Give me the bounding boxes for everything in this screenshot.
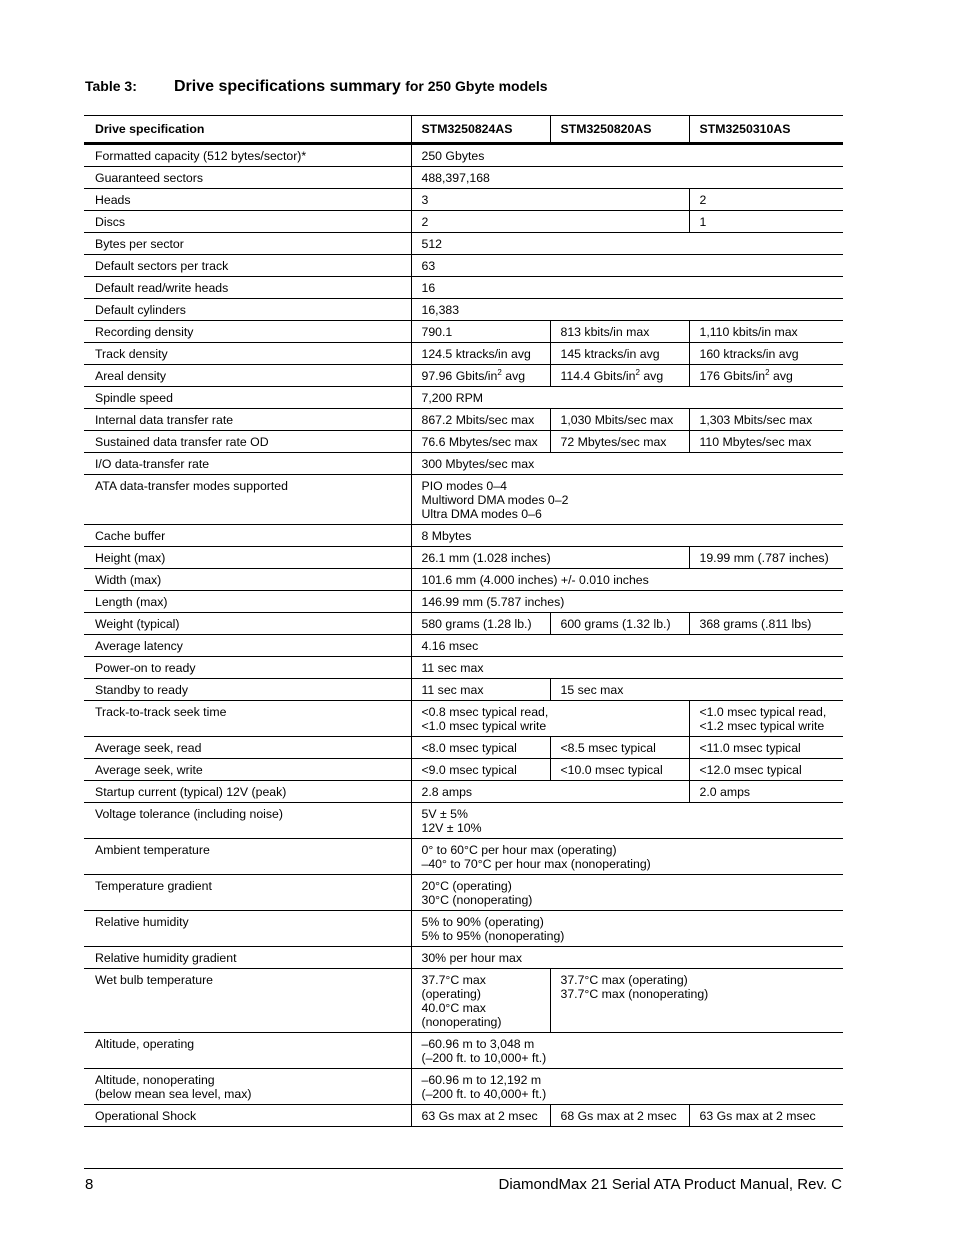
document-title: DiamondMax 21 Serial ATA Product Manual, Rev. C	[498, 1176, 842, 1193]
spec-label: Weight (typical)	[84, 613, 411, 635]
spec-label: Sustained data transfer rate OD	[84, 431, 411, 453]
spec-label: Voltage tolerance (including noise)	[84, 803, 411, 839]
spec-label: ATA data-transfer modes supported	[84, 475, 411, 525]
spec-label: Relative humidity	[84, 911, 411, 947]
spec-value: <10.0 msec typical	[550, 759, 689, 781]
table-row	[84, 365, 843, 387]
spec-value: 250 Gbytes	[411, 144, 843, 167]
superscript: 2	[635, 367, 640, 377]
table-row	[84, 431, 843, 453]
spec-label: Length (max)	[84, 591, 411, 613]
table-row	[84, 569, 843, 591]
spec-value: 160 ktracks/in avg	[689, 343, 843, 365]
spec-value: 488,397,168	[411, 167, 843, 189]
spec-value: 2	[411, 211, 689, 233]
table-row	[84, 591, 843, 613]
spec-value: 19.99 mm (.787 inches)	[689, 547, 843, 569]
spec-value: <8.0 msec typical	[411, 737, 550, 759]
table-row	[84, 875, 843, 911]
spec-value: 5V ± 5% 12V ± 10%	[411, 803, 843, 839]
spec-value: <9.0 msec typical	[411, 759, 550, 781]
spec-value: –60.96 m to 3,048 m (–200 ft. to 10,000+ ft.)	[411, 1033, 843, 1069]
spec-label: Ambient temperature	[84, 839, 411, 875]
table-row	[84, 299, 843, 321]
table-row	[84, 1105, 843, 1127]
spec-value: 63 Gs max at 2 msec	[689, 1105, 843, 1127]
table-row	[84, 969, 843, 1033]
spec-value: <1.0 msec typical read, <1.2 msec typical write	[689, 701, 843, 737]
superscript: 2	[497, 367, 502, 377]
spec-value: 16,383	[411, 299, 843, 321]
spec-value	[689, 365, 843, 387]
spec-label: Height (max)	[84, 547, 411, 569]
spec-value-unit: avg	[501, 368, 526, 383]
footer-rule	[84, 1168, 843, 1169]
spec-value: 7,200 RPM	[411, 387, 843, 409]
spec-value: 68 Gs max at 2 msec	[550, 1105, 689, 1127]
spec-label: I/O data-transfer rate	[84, 453, 411, 475]
spec-value: 300 Mbytes/sec max	[411, 453, 843, 475]
table-row	[84, 321, 843, 343]
spec-value: 16	[411, 277, 843, 299]
spec-label: Guaranteed sectors	[84, 167, 411, 189]
spec-label: Average latency	[84, 635, 411, 657]
spec-value: 3	[411, 189, 689, 211]
table-row	[84, 277, 843, 299]
spec-label: Average seek, read	[84, 737, 411, 759]
table-row	[84, 167, 843, 189]
table-title-suffix: for 250 Gbyte models	[405, 78, 548, 94]
spec-value: 26.1 mm (1.028 inches)	[411, 547, 689, 569]
table-row	[84, 255, 843, 277]
table-row	[84, 613, 843, 635]
table-row	[84, 679, 843, 701]
spec-value: 37.7°C max (operating) 37.7°C max (nonoperating)	[550, 969, 843, 1033]
spec-value: 20°C (operating) 30°C (nonoperating)	[411, 875, 843, 911]
spec-value: 790.1	[411, 321, 550, 343]
spec-label: Relative humidity gradient	[84, 947, 411, 969]
table-row	[84, 525, 843, 547]
table-row	[84, 839, 843, 875]
table-row	[84, 211, 843, 233]
spec-value: 8 Mbytes	[411, 525, 843, 547]
spec-label: Default sectors per track	[84, 255, 411, 277]
spec-label: Cache buffer	[84, 525, 411, 547]
spec-label: Bytes per sector	[84, 233, 411, 255]
spec-value: 63	[411, 255, 843, 277]
spec-value: 0° to 60°C per hour max (operating) –40° to 70°C per hour max (nonoperating)	[411, 839, 843, 875]
header-model-stm3250824as: STM3250824AS	[411, 116, 550, 144]
spec-label: Default read/write heads	[84, 277, 411, 299]
spec-value: 110 Mbytes/sec max	[689, 431, 843, 453]
spec-value: 813 kbits/in max	[550, 321, 689, 343]
spec-value: 368 grams (.811 lbs)	[689, 613, 843, 635]
spec-value: 5% to 90% (operating) 5% to 95% (nonoperating)	[411, 911, 843, 947]
spec-value: <8.5 msec typical	[550, 737, 689, 759]
spec-label: Standby to ready	[84, 679, 411, 701]
drive-specifications-table	[84, 115, 843, 1127]
spec-value: 146.99 mm (5.787 inches)	[411, 591, 843, 613]
spec-label: Formatted capacity (512 bytes/sector)*	[84, 144, 411, 167]
spec-value	[411, 365, 550, 387]
table-row	[84, 759, 843, 781]
spec-value: 101.6 mm (4.000 inches) +/- 0.010 inches	[411, 569, 843, 591]
spec-label: Startup current (typical) 12V (peak)	[84, 781, 411, 803]
spec-value: 1,030 Mbits/sec max	[550, 409, 689, 431]
spec-value-text: 176 Gbits/in	[699, 368, 766, 383]
spec-value: 124.5 ktracks/in avg	[411, 343, 550, 365]
table-row	[84, 343, 843, 365]
table-row	[84, 701, 843, 737]
spec-label: Wet bulb temperature	[84, 969, 411, 1033]
superscript: 2	[765, 367, 770, 377]
spec-value-text: 114.4 Gbits/in	[560, 368, 636, 383]
spec-value: 145 ktracks/in avg	[550, 343, 689, 365]
table-header-row	[84, 116, 843, 144]
spec-value: 867.2 Mbits/sec max	[411, 409, 550, 431]
spec-label: Altitude, nonoperating (below mean sea level, max)	[84, 1069, 411, 1105]
spec-value: 2	[689, 189, 843, 211]
spec-value: 72 Mbytes/sec max	[550, 431, 689, 453]
table-row	[84, 737, 843, 759]
spec-label: Width (max)	[84, 569, 411, 591]
table-row	[84, 781, 843, 803]
spec-value: <12.0 msec typical	[689, 759, 843, 781]
header-model-stm3250820as: STM3250820AS	[550, 116, 689, 144]
table-row	[84, 409, 843, 431]
spec-value: 1,303 Mbits/sec max	[689, 409, 843, 431]
spec-label: Recording density	[84, 321, 411, 343]
table-row	[84, 657, 843, 679]
spec-value: <11.0 msec typical	[689, 737, 843, 759]
spec-label: Temperature gradient	[84, 875, 411, 911]
table-row	[84, 1033, 843, 1069]
spec-label: Track-to-track seek time	[84, 701, 411, 737]
spec-value: 1,110 kbits/in max	[689, 321, 843, 343]
spec-value: 600 grams (1.32 lb.)	[550, 613, 689, 635]
spec-value: –60.96 m to 12,192 m (–200 ft. to 40,000+ ft.)	[411, 1069, 843, 1105]
table-row	[84, 635, 843, 657]
spec-value	[550, 365, 689, 387]
table-number: Table 3:	[85, 78, 137, 94]
spec-value: 30% per hour max	[411, 947, 843, 969]
spec-label: Altitude, operating	[84, 1033, 411, 1069]
header-drive-specification: Drive specification	[84, 116, 411, 144]
table-row	[84, 947, 843, 969]
spec-label: Track density	[84, 343, 411, 365]
spec-value: 11 sec max	[411, 657, 843, 679]
spec-value-unit: avg	[639, 368, 664, 383]
spec-value: 580 grams (1.28 lb.)	[411, 613, 550, 635]
table-row	[84, 387, 843, 409]
spec-label: Internal data transfer rate	[84, 409, 411, 431]
table-row	[84, 233, 843, 255]
table-caption	[85, 78, 548, 96]
spec-value: 11 sec max	[411, 679, 550, 701]
spec-value: 37.7°C max (operating) 40.0°C max (nonoperating)	[411, 969, 550, 1033]
header-model-stm3250310as: STM3250310AS	[689, 116, 843, 144]
spec-value: 512	[411, 233, 843, 255]
table-row	[84, 189, 843, 211]
spec-value: 4.16 msec	[411, 635, 843, 657]
spec-label: Power-on to ready	[84, 657, 411, 679]
page-number: 8	[85, 1176, 94, 1193]
table-row	[84, 911, 843, 947]
spec-label: Spindle speed	[84, 387, 411, 409]
table-body	[84, 144, 843, 1127]
spec-value: 15 sec max	[550, 679, 843, 701]
spec-label: Operational Shock	[84, 1105, 411, 1127]
table-row	[84, 1069, 843, 1105]
spec-value: PIO modes 0–4 Multiword DMA modes 0–2 Ultra DMA modes 0–6	[411, 475, 843, 525]
spec-label: Discs	[84, 211, 411, 233]
spec-value: 63 Gs max at 2 msec	[411, 1105, 550, 1127]
spec-label: Average seek, write	[84, 759, 411, 781]
spec-value: 76.6 Mbytes/sec max	[411, 431, 550, 453]
spec-value: <0.8 msec typical read, <1.0 msec typical write	[411, 701, 689, 737]
table-row	[84, 475, 843, 525]
spec-label: Areal density	[84, 365, 411, 387]
spec-label: Default cylinders	[84, 299, 411, 321]
table-row	[84, 803, 843, 839]
spec-value: 2.8 amps	[411, 781, 689, 803]
spec-value-text: 97.96 Gbits/in	[421, 368, 498, 383]
spec-value-unit: avg	[769, 368, 793, 383]
table-row	[84, 547, 843, 569]
table-row	[84, 453, 843, 475]
table-row	[84, 144, 843, 167]
spec-value: 1	[689, 211, 843, 233]
spec-label: Heads	[84, 189, 411, 211]
spec-value: 2.0 amps	[689, 781, 843, 803]
table-title: Drive specifications summary	[174, 78, 401, 95]
